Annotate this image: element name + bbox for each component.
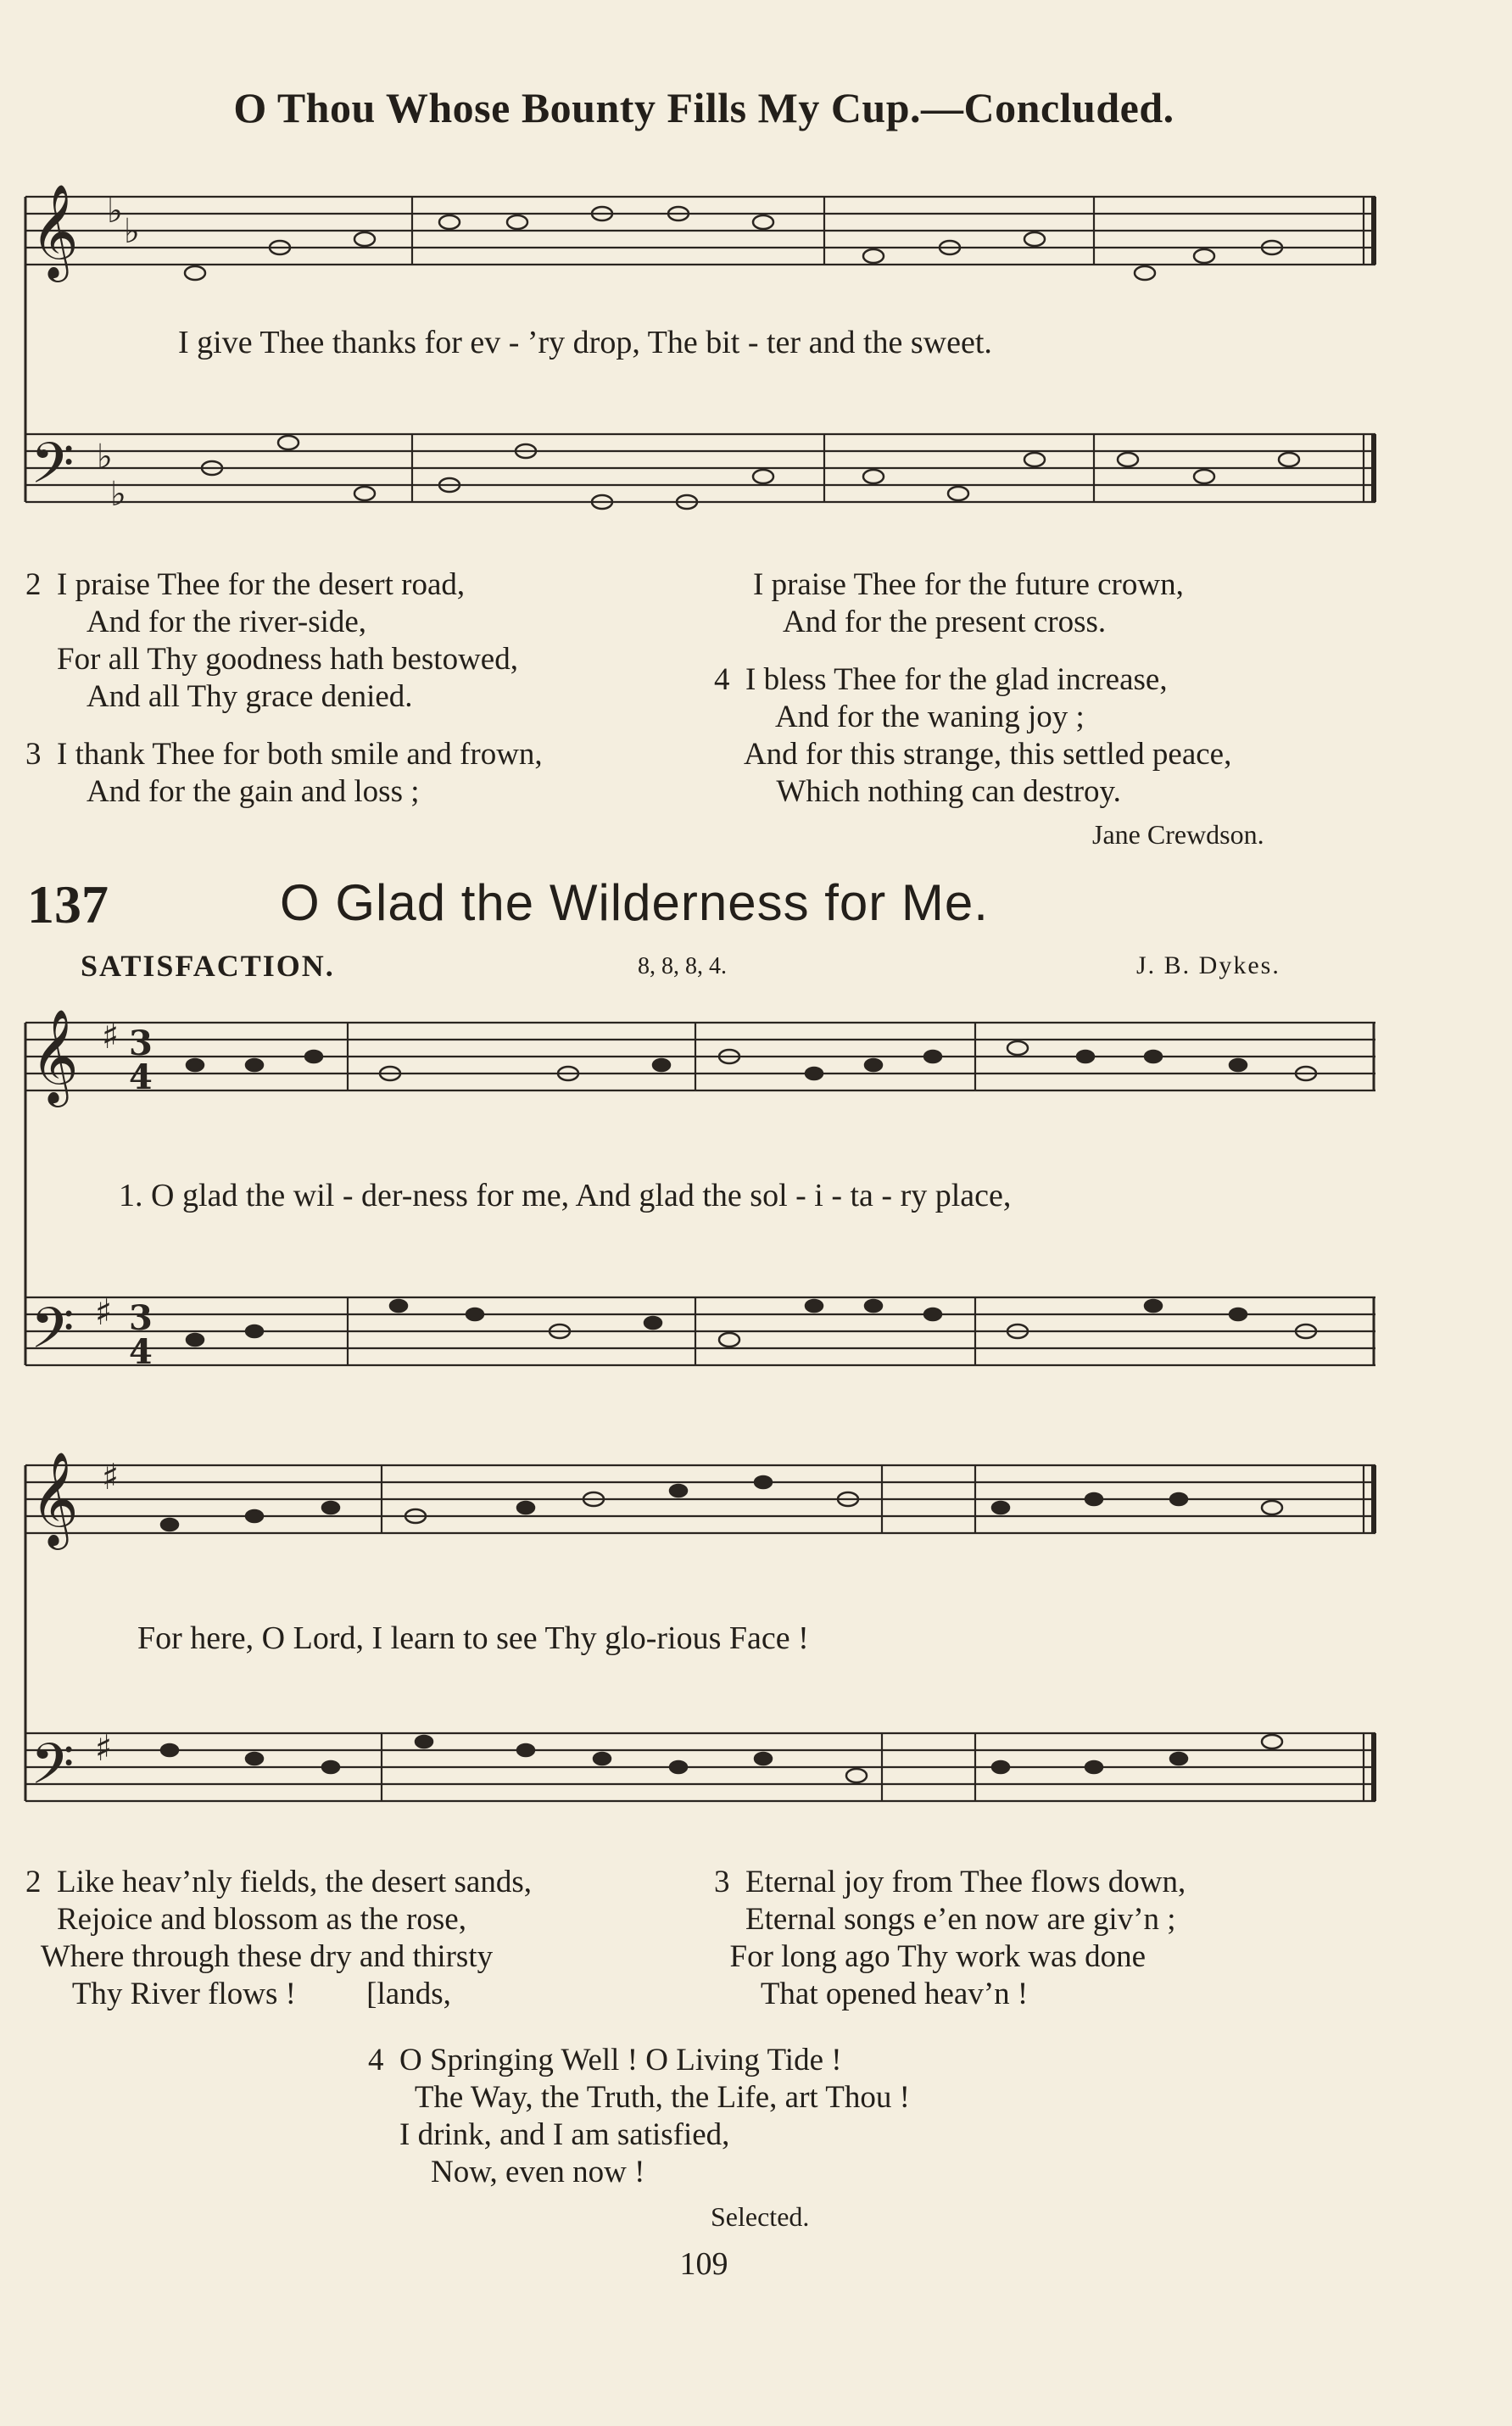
svg-text:𝄢: 𝄢 <box>31 431 75 510</box>
svg-text:♯: ♯ <box>102 1015 120 1057</box>
svg-text:3: 3 <box>129 1023 153 1063</box>
composer: J. B. Dykes. <box>1136 951 1280 979</box>
staff-1-treble <box>25 197 1375 265</box>
svg-text:𝄢: 𝄢 <box>31 1732 75 1810</box>
staff-2-treble <box>25 1023 1375 1090</box>
hymn-source: Selected. <box>711 2201 810 2232</box>
svg-text:𝄞: 𝄞 <box>31 1008 79 1103</box>
staff-3-bass <box>25 1733 1375 1801</box>
concluded-verse-2: 2 I praise Thee for the desert road, And for the river-side, For all Thy goodness hath bestowed, And all Thy grace denied. <box>25 567 518 714</box>
svg-text:♭: ♭ <box>110 475 126 514</box>
tune-name: SATISFACTION. <box>81 949 335 983</box>
concluded-hymn-title: O Thou Whose Bounty Fills My Cup.—Concluded. <box>233 84 1174 131</box>
svg-text:♭: ♭ <box>124 212 140 251</box>
meter: 8, 8, 8, 4. <box>638 953 727 979</box>
concluded-lyric-line: I give Thee thanks for ev - ’ry drop, The bit - ter and the sweet. <box>178 325 992 360</box>
hymn-verse-4: 4 O Springing Well ! O Living Tide ! The Way, the Truth, the Life, art Thou ! I drink, and I am satisfied, Now, even now ! <box>368 2043 910 2189</box>
hymn-verse-3: 3 Eternal joy from Thee flows down, Eternal songs e’en now are giv’n ; For long ago Thy work was done That opened heav’n ! <box>714 1865 1186 2011</box>
hymn-title: O Glad the Wilderness for Me. <box>280 874 989 931</box>
svg-text:3: 3 <box>129 1298 153 1338</box>
hymn-lyric-line-2: For here, O Lord, I learn to see Thy glo-rious Face ! <box>137 1620 809 1656</box>
staff-1-bass <box>25 434 1375 502</box>
svg-text:4: 4 <box>129 1057 153 1097</box>
svg-text:♭: ♭ <box>107 192 123 231</box>
concluded-verse-4: 4 I bless Thee for the glad increase, And for the waning joy ; And for this strange, this settled peace, Which nothing can destroy. <box>714 662 1232 809</box>
svg-text:𝄞: 𝄞 <box>31 1451 79 1546</box>
svg-text:♯: ♯ <box>95 1727 113 1769</box>
hymn-lyric-line-1: 1. O glad the wil - der-ness for me, And glad the sol - i - ta - ry place, <box>119 1178 1012 1213</box>
svg-text:𝄞: 𝄞 <box>31 183 79 278</box>
concluded-author: Jane Crewdson. <box>1092 819 1264 850</box>
hymn-verse-2: 2 Like heav’nly fields, the desert sands, Rejoice and blossom as the rose, Where through these dry and thirsty Thy River flows ! [lands, <box>25 1865 532 2011</box>
page-number: 109 <box>679 2246 728 2282</box>
concluded-verse-3-cont: I praise Thee for the future crown, And for the present cross. <box>753 567 1184 639</box>
concluded-verse-3: 3 I thank Thee for both smile and frown, And for the gain and loss ; <box>25 737 543 809</box>
svg-text:𝄢: 𝄢 <box>31 1296 75 1375</box>
hymn-number: 137 <box>27 874 109 934</box>
svg-text:♯: ♯ <box>102 1456 120 1497</box>
svg-text:♭: ♭ <box>97 438 113 477</box>
staff-2-bass <box>25 1297 1375 1365</box>
svg-text:4: 4 <box>129 1332 153 1372</box>
svg-text:♯: ♯ <box>95 1291 113 1333</box>
